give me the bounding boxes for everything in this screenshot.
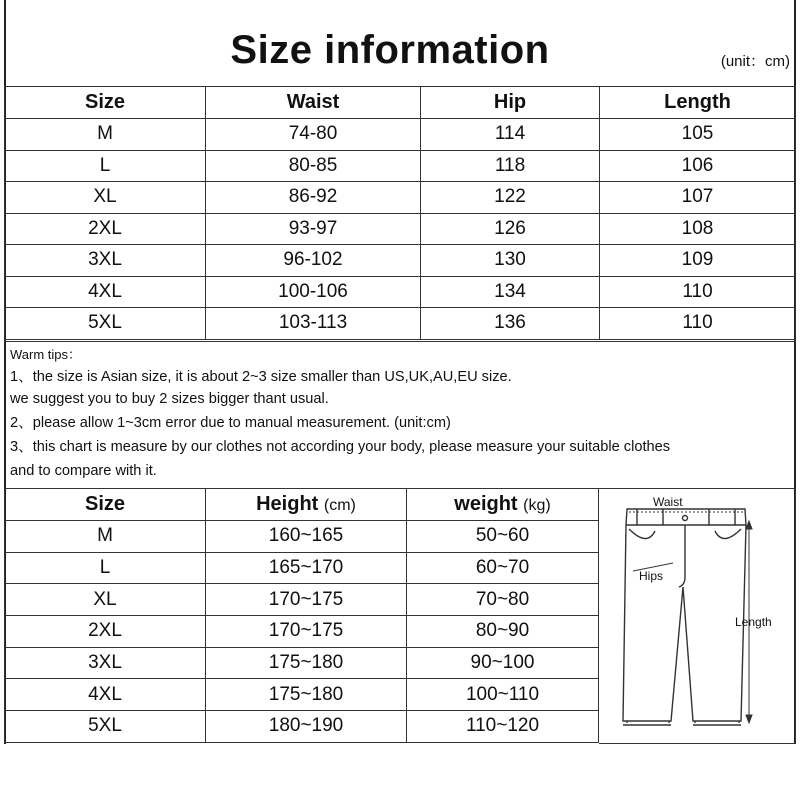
measurement-table [4, 86, 796, 340]
table-cell: 114 [421, 119, 600, 151]
warm-tips [4, 341, 796, 489]
table-row [5, 616, 599, 648]
table-cell: 108 [600, 213, 796, 245]
table-cell: 107 [600, 182, 796, 214]
tip-line: 1、the size is Asian size, it is about 2~3 size smaller than US,UK,AU,EU size. [10, 369, 512, 385]
table-cell: 3XL [5, 647, 206, 679]
header-height-unit: (cm) [323, 497, 356, 514]
table-cell: 60~70 [407, 552, 599, 584]
table-cell: 5XL [5, 308, 206, 340]
tips-title: Warm tips： [10, 347, 82, 362]
table-cell: L [5, 150, 206, 182]
table-cell: 134 [421, 276, 600, 308]
table-row [5, 552, 599, 584]
table-cell: 110 [600, 276, 796, 308]
header-waist: Waist [206, 87, 421, 119]
header-size: Size [5, 87, 206, 119]
table-cell: M [5, 119, 206, 151]
table-cell: 136 [421, 308, 600, 340]
tip-line: 3、this chart is measure by our clothes not according your body, please measure your suitable clothes [10, 439, 671, 455]
table-cell: 105 [600, 119, 796, 151]
tip-line: and to compare with it. [10, 463, 157, 479]
header-height [206, 489, 407, 521]
table-cell: 90~100 [407, 647, 599, 679]
table-cell: 80-85 [206, 150, 421, 182]
table-cell: 3XL [5, 245, 206, 277]
table-cell: 5XL [5, 711, 206, 743]
table-cell: 80~90 [407, 616, 599, 648]
table-cell: 126 [421, 213, 600, 245]
table-row [5, 213, 796, 245]
length-label: Length [735, 615, 772, 629]
table-row [5, 182, 796, 214]
table-cell: 70~80 [407, 584, 599, 616]
header-weight-label: weight [454, 493, 518, 515]
table-cell: 175~180 [206, 679, 407, 711]
table-row [5, 308, 796, 340]
table-cell: 74-80 [206, 119, 421, 151]
table-header-row [5, 489, 599, 521]
body-size-table [4, 488, 599, 743]
table-cell: 103-113 [206, 308, 421, 340]
waist-label: Waist [653, 495, 683, 509]
hips-label: Hips [639, 569, 664, 583]
header-weight-unit: (kg) [523, 497, 551, 514]
table-cell: 4XL [5, 679, 206, 711]
header-height-label: Height [256, 493, 319, 515]
table-cell: 122 [421, 182, 600, 214]
header-weight [407, 489, 599, 521]
table-cell: XL [5, 584, 206, 616]
table-row [5, 521, 599, 553]
table-row [5, 679, 599, 711]
table-row [5, 276, 796, 308]
table-cell: XL [5, 182, 206, 214]
table-cell: 2XL [5, 616, 206, 648]
table-cell: 86-92 [206, 182, 421, 214]
table-cell: 100~110 [407, 679, 599, 711]
table-cell: 110~120 [407, 711, 599, 743]
table-row [5, 245, 796, 277]
table-cell: 106 [600, 150, 796, 182]
pants-diagram [599, 488, 796, 744]
table-cell: 165~170 [206, 552, 407, 584]
table-header-row [5, 87, 796, 119]
table-row [5, 647, 599, 679]
table-cell: 170~175 [206, 616, 407, 648]
unit-note: (unit：cm) [720, 53, 790, 70]
table-cell: L [5, 552, 206, 584]
table-row [5, 150, 796, 182]
table-cell: 130 [421, 245, 600, 277]
table-cell: 170~175 [206, 584, 407, 616]
table-cell: 118 [421, 150, 600, 182]
table-row [5, 711, 599, 743]
table-cell: 180~190 [206, 711, 407, 743]
header-size: Size [5, 489, 206, 521]
tip-line: 2、please allow 1~3cm error due to manual measurement. (unit:cm) [10, 415, 451, 431]
table-row [5, 119, 796, 151]
table-cell: 160~165 [206, 521, 407, 553]
page-title: Size information [230, 28, 550, 72]
table-cell: 96-102 [206, 245, 421, 277]
tip-line: we suggest you to buy 2 sizes bigger thant usual. [10, 391, 329, 407]
table-cell: 110 [600, 308, 796, 340]
table-cell: 109 [600, 245, 796, 277]
table-cell: 50~60 [407, 521, 599, 553]
table-cell: M [5, 521, 206, 553]
header-length: Length [600, 87, 796, 119]
table-cell: 4XL [5, 276, 206, 308]
table-row [5, 584, 599, 616]
table-cell: 2XL [5, 213, 206, 245]
table-cell: 175~180 [206, 647, 407, 679]
header-hip: Hip [421, 87, 600, 119]
table-cell: 100-106 [206, 276, 421, 308]
table-cell: 93-97 [206, 213, 421, 245]
